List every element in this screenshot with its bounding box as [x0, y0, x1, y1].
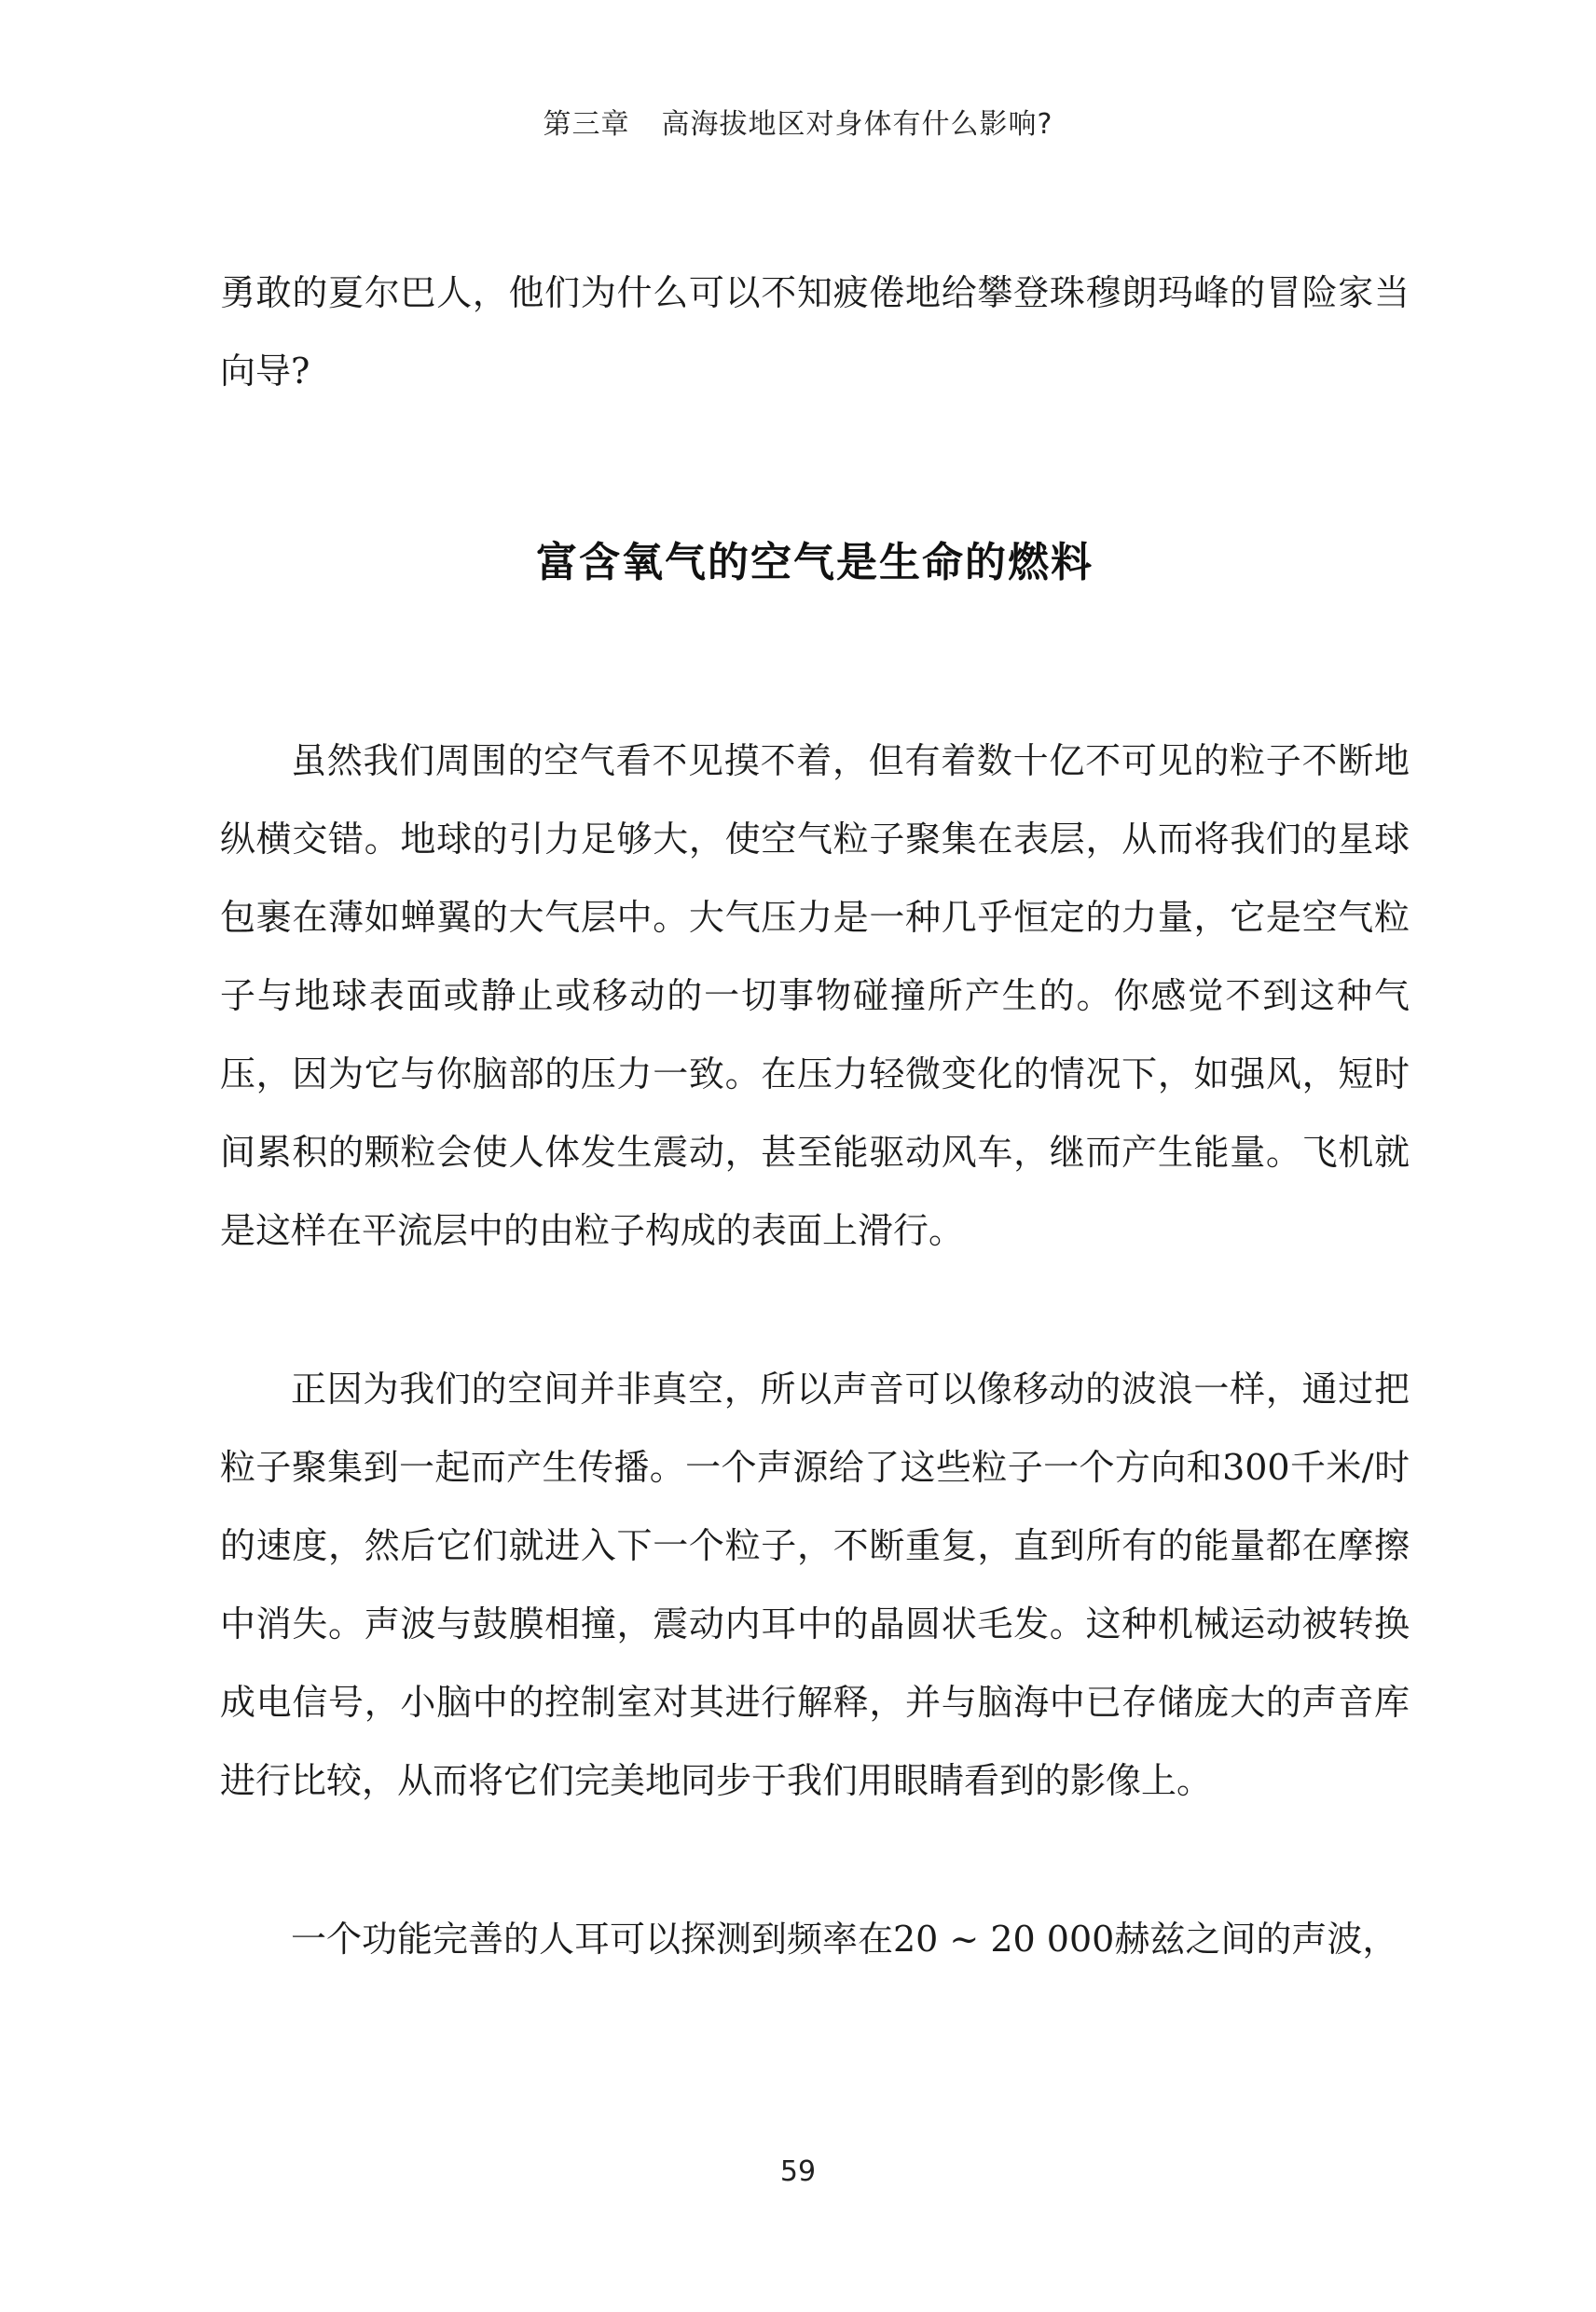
body-paragraph-1: 虽然我们周围的空气看不见摸不着，但有着数十亿不可见的粒子不断地纵横交错。地球的引力足够大，使空气粒子聚集在表层，从而将我们的星球包裹在薄如蝉翼的大气层中。大气压力是一种几乎恒定的力量，它是空气粒子与地球表面或静止或移动的一切事物碰撞所产生的。你感觉不到这种气压，因为它与你脑部的压力一致。在压力轻微变化的情况下，如强风，短时间累积的颗粒会使人体发生震动，甚至能驱动风车，继而产生能量。飞机就是这样在平流层中的由粒子构成的表面上滑行。	[220, 740, 1410, 1251]
chapter-label: 第三章	[543, 108, 630, 141]
body-paragraph-3: 一个功能完善的人耳可以探测到频率在20 ~ 20 000赫兹之间的声波，	[291, 1919, 1398, 1960]
paragraph-spacer	[220, 1820, 1410, 1900]
section-title: 富含氧气的空气是生命的燃料	[536, 539, 1094, 586]
running-header	[0, 101, 1596, 142]
body-paragraph-2: 正因为我们的空间并非真空，所以声音可以像移动的波浪一样，通过把粒子聚集到一起而产生传播。一个声源给了这些粒子一个方向和300千米/时的速度，然后它们就进入下一个粒子，不断重复，直到所有的能量都在摩擦中消失。声波与鼓膜相撞，震动内耳中的晶圆状毛发。这种机械运动被转换成电信号，小脑中的控制室对其进行解释，并与脑海中已存储庞大的声音库进行比较，从而将它们完美地同步于我们用眼睛看到的影像上。	[220, 1369, 1410, 1801]
chapter-title: 高海拔地区对身体有什么影响?	[661, 108, 1053, 141]
page-number: 59	[779, 2155, 817, 2188]
paragraph-spacer	[220, 1270, 1410, 1350]
page-body	[220, 254, 1410, 1978]
intro-paragraph: 勇敢的夏尔巴人，他们为什么可以不知疲倦地给攀登珠穆朗玛峰的冒险家当向导?	[220, 272, 1410, 392]
